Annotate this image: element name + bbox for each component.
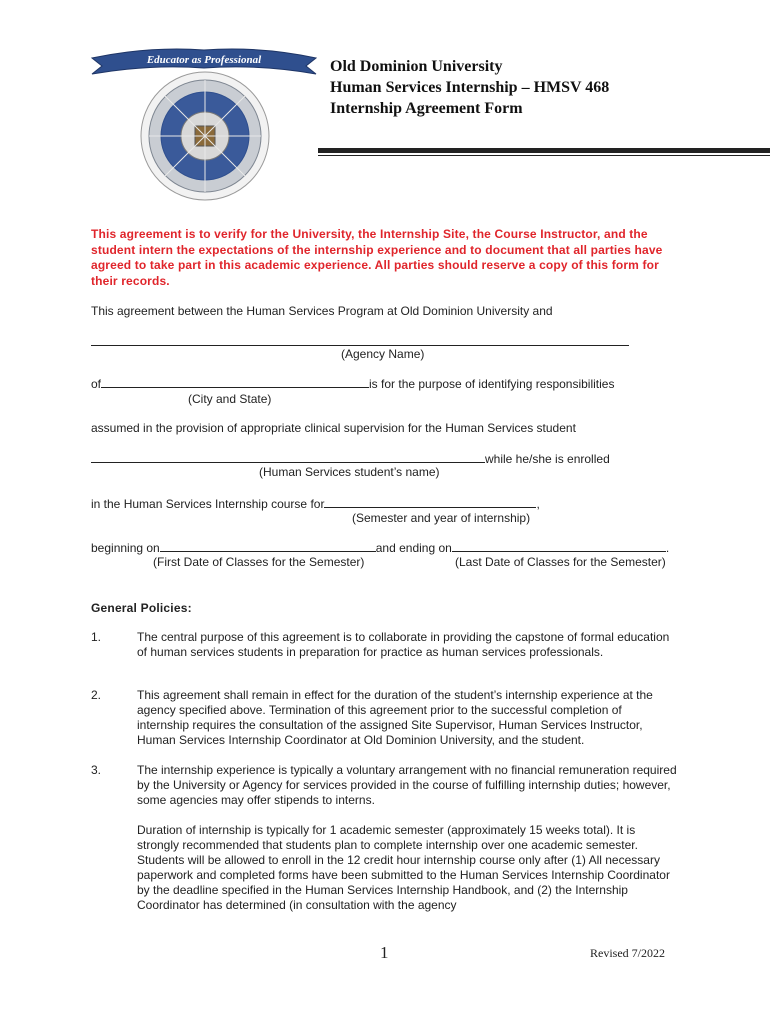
course-comma: , bbox=[536, 497, 540, 511]
policy-3-duration: Duration of internship is typically for 1 academic semester (approximately 15 weeks total). It is strongly recommended that students plan to complete internship over one academic semester. Students will be allowed to enroll in the 12 credit hour internship course only after (1) All necessary paperwork and completed forms have been submitted to the Human Services Internship Coordinator by the deadline specified in the Human Services Internship Handbook, and (2) the Internship Coordinator has determined (in consultation with the agency bbox=[137, 823, 670, 912]
end-date-field[interactable] bbox=[452, 540, 666, 552]
semester-field[interactable] bbox=[324, 496, 536, 508]
header-rule-thick bbox=[318, 148, 770, 153]
policy-1-text: The central purpose of this agreement is to collaborate in providing the capstone of formal education of human services students in preparation for practice as human services professionals. bbox=[137, 630, 670, 659]
dates-period: . bbox=[665, 541, 670, 555]
dates-line bbox=[91, 540, 669, 556]
city-line bbox=[91, 376, 614, 392]
title-course: Human Services Internship – HMSV 468 bbox=[330, 79, 610, 96]
policy-2-number: 2. bbox=[91, 688, 102, 702]
general-policies-heading: General Policies: bbox=[91, 601, 192, 615]
title-form: Internship Agreement Form bbox=[330, 100, 523, 117]
while-enrolled-text: while he/she is enrolled bbox=[485, 452, 610, 466]
emblem-icon bbox=[90, 44, 318, 204]
policy-1-number: 1. bbox=[91, 630, 102, 644]
start-date-field[interactable] bbox=[160, 540, 376, 552]
ending-text: and ending on bbox=[375, 541, 452, 555]
banner-text: Educator as Professional bbox=[146, 54, 262, 66]
purpose-text: is for the purpose of identifying responsibilities bbox=[369, 377, 615, 391]
agreement-opening: This agreement between the Human Services Program at Old Dominion University and bbox=[91, 304, 553, 318]
agency-name-label: (Agency Name) bbox=[341, 347, 425, 361]
revised-date: Revised 7/2022 bbox=[590, 946, 665, 960]
intro-notice: This agreement is to verify for the University, the Internship Site, the Course Instructor, and the student intern the expectations of the internship experience and to document that all parties have agreed to take part in this academic experience. All parties should reserve a copy of this form for their records. bbox=[91, 227, 663, 288]
educator-as-professional-logo bbox=[90, 44, 318, 204]
agency-name-field[interactable] bbox=[91, 333, 629, 346]
first-date-label: (First Date of Classes for the Semester) bbox=[153, 555, 365, 569]
beginning-text: beginning on bbox=[91, 541, 160, 555]
assumed-text: assumed in the provision of appropriate clinical supervision for the Human Services student bbox=[91, 421, 576, 435]
title-university: Old Dominion University bbox=[330, 58, 503, 75]
city-state-label: (City and State) bbox=[188, 392, 272, 406]
student-name-field[interactable] bbox=[91, 451, 485, 463]
of-text: of bbox=[91, 377, 102, 391]
policy-3-number: 3. bbox=[91, 763, 102, 777]
student-name-label: (Human Services student’s name) bbox=[259, 465, 440, 479]
policy-3-text: The internship experience is typically a voluntary arrangement with no financial remuneration required by the University or Agency for services provided in the course of fulfilling internship duties; however, some agencies may offer stipends to interns. bbox=[137, 763, 677, 807]
course-line bbox=[91, 496, 540, 512]
policy-2-text: This agreement shall remain in effect for the duration of the student’s internship experience at the agency specified above. Termination of this agreement prior to the successful completion of internship requires the consultation of the assigned Site Supervisor, Human Services Instructor, Human Services Internship Coordinator at Old Dominion University, and the student. bbox=[137, 688, 653, 747]
semester-label: (Semester and year of internship) bbox=[352, 511, 531, 525]
header-rule-thin bbox=[318, 155, 770, 156]
city-state-field[interactable] bbox=[101, 376, 369, 388]
course-text: in the Human Services Internship course for bbox=[91, 497, 325, 511]
last-date-label: (Last Date of Classes for the Semester) bbox=[455, 555, 666, 569]
page-number: 1 bbox=[380, 943, 389, 962]
document-title bbox=[330, 56, 609, 119]
